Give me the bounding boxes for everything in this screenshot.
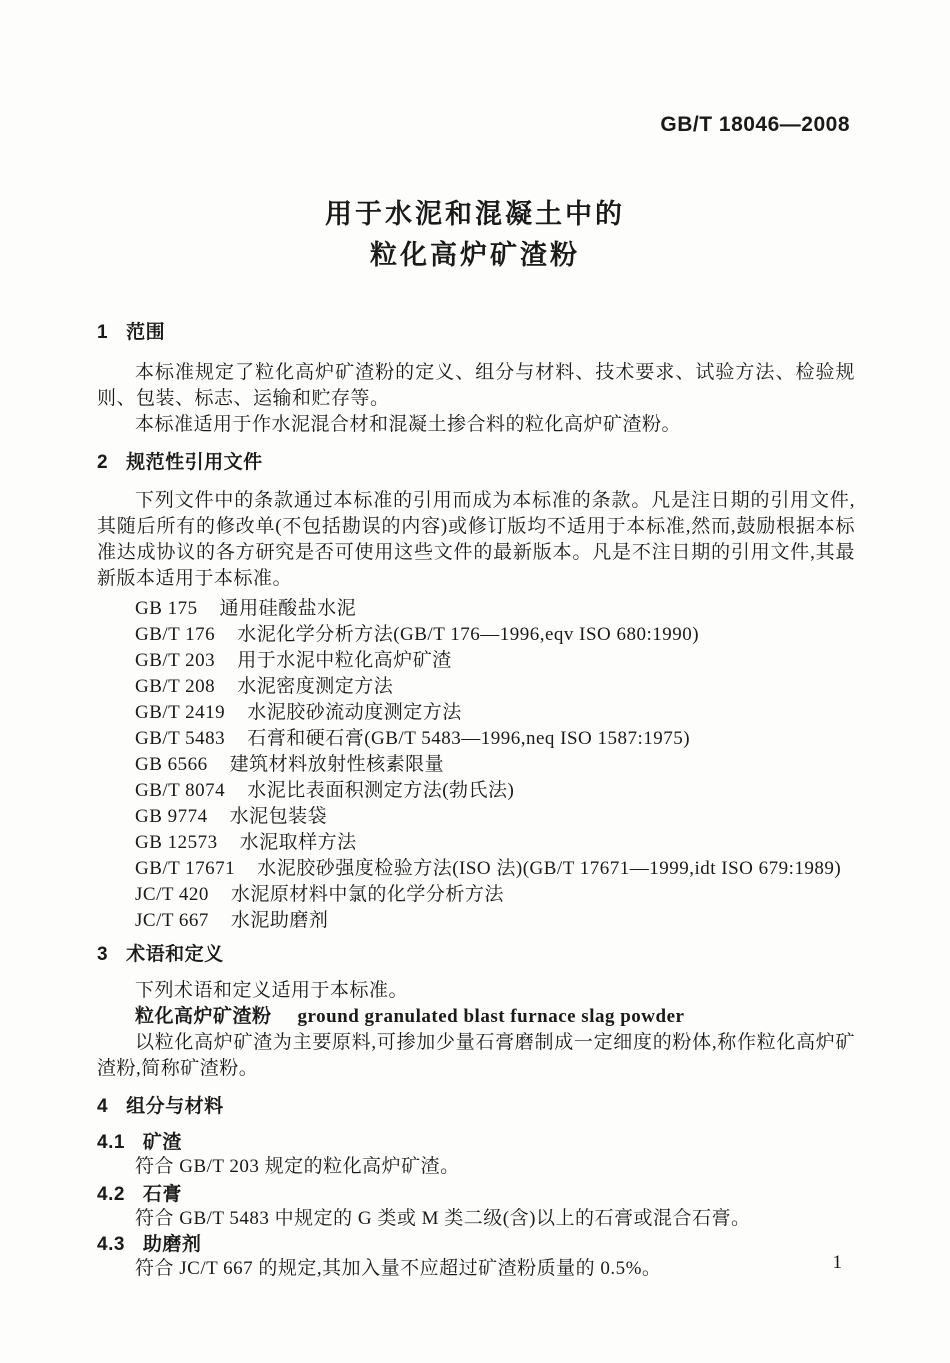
section-2-heading — [97, 452, 855, 474]
section-4-2-title: 石膏 — [142, 1184, 182, 1205]
reference-name: 水泥比表面积测定方法(勃氏法) — [247, 780, 515, 801]
reference-code: GB 9774 — [135, 806, 208, 827]
standard-number: GB/T 18046—2008 — [660, 113, 850, 136]
document-title — [0, 194, 950, 276]
section-1-heading — [97, 322, 855, 344]
section-4-1-number: 4.1 — [97, 1132, 125, 1153]
section-4-1-heading — [97, 1132, 855, 1154]
document-title-line-2: 粒化高炉矿渣粉 — [370, 240, 580, 270]
section-1-paragraph-2: 本标准适用于作水泥混合材和混凝土掺合料的粒化高炉矿渣粉。 — [135, 414, 682, 435]
term-definition-text: 以粒化高炉矿渣为主要原料,可掺加少量石膏磨制成一定细度的粉体,称作粒化高炉矿渣粉,简称矿渣粉。 — [97, 1032, 855, 1079]
reference-item — [135, 596, 855, 622]
term-english: ground granulated blast furnace slag powder — [297, 1006, 685, 1027]
section-1-number: 1 — [97, 322, 109, 343]
document-title-line-1: 用于水泥和混凝土中的 — [325, 199, 625, 229]
reference-item — [135, 752, 855, 778]
reference-name: 水泥胶砂流动度测定方法 — [247, 702, 462, 723]
reference-code: GB/T 8074 — [135, 780, 226, 801]
reference-item — [135, 856, 855, 882]
section-4-2-text: 符合 GB/T 5483 中规定的 G 类或 M 类二级(含)以上的石膏或混合石膏。 — [135, 1208, 751, 1229]
reference-name: 石膏和硬石膏(GB/T 5483—1996,neq ISO 1587:1975) — [247, 728, 691, 749]
section-1-paragraph-1: 本标准规定了粒化高炉矿渣粉的定义、组分与材料、技术要求、试验方法、检验规则、包装、标志、运输和贮存等。 — [97, 362, 855, 409]
reference-code: GB/T 17671 — [135, 858, 236, 879]
section-4-title: 组分与材料 — [126, 1096, 224, 1117]
reference-name: 用于水泥中粒化高炉矿渣 — [237, 650, 452, 671]
section-4-1-title: 矿渣 — [142, 1132, 182, 1153]
reference-name: 水泥助磨剂 — [230, 910, 329, 931]
section-3-heading — [97, 944, 855, 966]
section-2-intro: 下列文件中的条款通过本标准的引用而成为本标准的条款。凡是注日期的引用文件,其随后所有的修改单(不包括勘误的内容)或修订版均不适用于本标准,然而,鼓励根据本标准达成协议的各方研究是否可使用这些文件的最新版本。凡是不注日期的引用文件,其最新版本适用于本标准。 — [97, 490, 855, 589]
section-4-3-number: 4.3 — [97, 1234, 125, 1255]
reference-item — [135, 622, 855, 648]
reference-code: GB 12573 — [135, 832, 218, 853]
section-3-intro: 下列术语和定义适用于本标准。 — [135, 980, 409, 1001]
reference-code: JC/T 667 — [135, 910, 209, 931]
term-definition-line — [97, 1004, 855, 1030]
reference-code: GB 175 — [135, 598, 198, 619]
normative-references-list — [135, 596, 855, 934]
section-1-title: 范围 — [126, 322, 166, 343]
reference-name: 水泥化学分析方法(GB/T 176—1996,eqv ISO 680:1990) — [237, 624, 700, 645]
section-3-title: 术语和定义 — [126, 944, 224, 965]
reference-code: JC/T 420 — [135, 884, 209, 905]
reference-item — [135, 700, 855, 726]
reference-item — [135, 778, 855, 804]
reference-name: 水泥包装袋 — [229, 806, 328, 827]
section-2-number: 2 — [97, 452, 109, 473]
reference-code: GB/T 208 — [135, 676, 216, 697]
reference-item — [135, 804, 855, 830]
reference-code: GB/T 2419 — [135, 702, 226, 723]
section-4-heading — [97, 1096, 855, 1118]
section-4-1-text: 符合 GB/T 203 规定的粒化高炉矿渣。 — [135, 1156, 460, 1177]
reference-name: 水泥胶砂强度检验方法(ISO 法)(GB/T 17671—1999,idt ISO 679:1989) — [257, 858, 842, 879]
section-3-number: 3 — [97, 944, 109, 965]
section-4-3-title: 助磨剂 — [142, 1234, 202, 1255]
reference-item — [135, 830, 855, 856]
section-4-2-heading — [97, 1184, 855, 1206]
term-chinese: 粒化高炉矿渣粉 — [135, 1006, 272, 1027]
reference-code: GB/T 203 — [135, 650, 216, 671]
reference-name: 建筑材料放射性核素限量 — [229, 754, 445, 775]
reference-item — [135, 908, 855, 934]
document-body — [97, 318, 855, 1282]
reference-item — [135, 674, 855, 700]
reference-item — [135, 726, 855, 752]
section-4-2-number: 4.2 — [97, 1184, 125, 1205]
reference-item — [135, 882, 855, 908]
reference-name: 水泥密度测定方法 — [237, 676, 394, 697]
section-4-number: 4 — [97, 1096, 109, 1117]
reference-name: 通用硅酸盐水泥 — [219, 598, 357, 619]
reference-code: GB/T 176 — [135, 624, 216, 645]
section-2-title: 规范性引用文件 — [126, 452, 263, 473]
section-4-3-heading — [97, 1234, 855, 1256]
reference-name: 水泥取样方法 — [239, 832, 357, 853]
section-4-3-text: 符合 JC/T 667 的规定,其加入量不应超过矿渣粉质量的 0.5%。 — [135, 1258, 662, 1279]
reference-name: 水泥原材料中氯的化学分析方法 — [230, 884, 504, 905]
reference-code: GB/T 5483 — [135, 728, 226, 749]
reference-item — [135, 648, 855, 674]
reference-code: GB 6566 — [135, 754, 208, 775]
page-number: 1 — [832, 1252, 842, 1273]
